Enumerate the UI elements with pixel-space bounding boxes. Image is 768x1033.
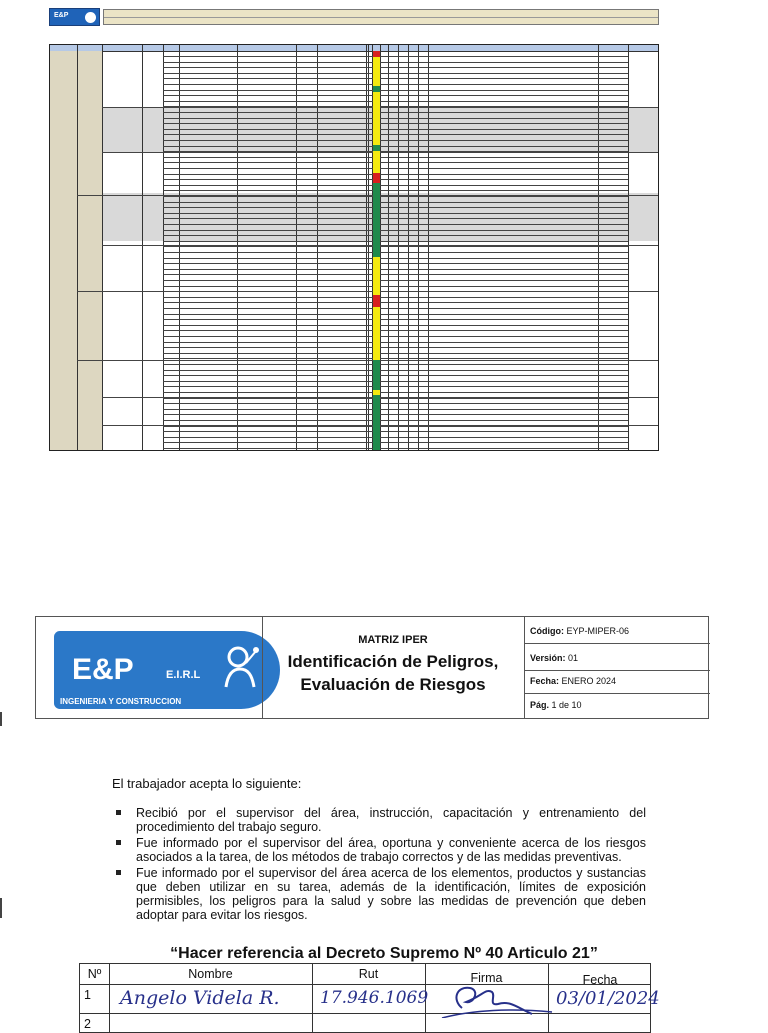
- matrix-row-line: [163, 448, 628, 449]
- meta-version-value: 01: [568, 653, 579, 663]
- matrix-row-line: [163, 213, 628, 214]
- meta-page: [524, 693, 710, 718]
- acceptance-item: [112, 806, 646, 834]
- matrix-row-line: [163, 398, 628, 399]
- meta-version-label: Versión:: [530, 653, 566, 663]
- matrix-row-line: [163, 347, 628, 348]
- matrix-row-line: [163, 151, 628, 152]
- matrix-title-bar: [103, 9, 659, 25]
- matrix-row-line: [163, 442, 628, 443]
- document-kicker: MATRIZ IPER: [358, 634, 428, 646]
- matrix-row-line: [163, 437, 628, 438]
- matrix-row-line: [163, 134, 628, 135]
- matrix-row-line: [163, 218, 628, 219]
- matrix-row-line: [163, 403, 628, 404]
- risk-level-cell: [373, 257, 380, 295]
- matrix-row-line: [163, 78, 628, 79]
- margin-mark: [0, 898, 2, 918]
- matrix-row-line: [163, 190, 628, 191]
- matrix-row-line: [163, 62, 628, 63]
- matrix-row-line: [163, 381, 628, 382]
- meta-date-value: ENERO 2024: [561, 676, 617, 686]
- matrix-row-line: [163, 258, 628, 259]
- matrix-row-line: [163, 426, 628, 427]
- matrix-row-line: [163, 409, 628, 410]
- column-header-rut: Rut: [358, 967, 379, 981]
- matrix-row-line: [163, 314, 628, 315]
- risk-level-cell: [373, 173, 380, 183]
- matrix-page-header: [49, 8, 659, 26]
- row-number: 1: [84, 988, 91, 1002]
- matrix-column-line: [102, 45, 103, 450]
- matrix-row-line: [163, 325, 628, 326]
- welder-emblem-icon: [85, 12, 96, 23]
- matrix-row-line: [163, 291, 628, 292]
- acceptance-item-text: Recibió por el supervisor del área, instrucción, capacitación y entrenamiento del procedimiento del trabajo seguro.: [136, 806, 646, 834]
- meta-code-value: EYP-MIPER-06: [566, 626, 630, 636]
- acceptance-list: [112, 806, 646, 924]
- table-row-divider: [80, 1013, 650, 1014]
- matrix-row-line: [163, 263, 628, 264]
- matrix-row-line: [163, 207, 628, 208]
- document-title-line-1: Identificación de Peligros,: [287, 652, 499, 671]
- matrix-row-line: [163, 280, 628, 281]
- matrix-row-line: [163, 286, 628, 287]
- matrix-row-line: [163, 353, 628, 354]
- matrix-column-line: [628, 45, 629, 450]
- risk-level-cell: [373, 151, 380, 173]
- document-title-line-2: Evaluación de Riesgos: [300, 675, 486, 694]
- matrix-activity-column: [77, 51, 102, 450]
- matrix-row-line: [163, 112, 628, 113]
- risk-level-cell: [373, 395, 380, 451]
- matrix-row-line: [163, 308, 628, 309]
- logo-suffix: E.I.R.L: [166, 669, 201, 681]
- iper-matrix-table: [49, 44, 659, 451]
- acceptance-item: [112, 866, 646, 922]
- matrix-row-line: [163, 185, 628, 186]
- matrix-column-line: [142, 45, 143, 450]
- acceptance-item-text: Fue informado por el supervisor del área acerca de los elementos, productos y sustancias que deben utilizar en su tarea, además de la identificación, límites de exposición permisibles, los peligros para la salud y sobre las medidas de prevención que deben adoptar para evitar los riesgos.: [136, 866, 646, 922]
- matrix-row-line: [163, 375, 628, 376]
- matrix-row-line: [163, 101, 628, 102]
- matrix-row-line: [163, 106, 628, 107]
- matrix-logo-text: E&P: [54, 12, 69, 19]
- acceptance-item: [112, 836, 646, 864]
- matrix-row-line: [163, 168, 628, 169]
- matrix-row-line: [163, 370, 628, 371]
- matrix-row-line: [163, 246, 628, 247]
- matrix-row-line: [163, 342, 628, 343]
- acceptance-intro: El trabajador acepta lo siguiente:: [112, 776, 302, 791]
- bullet-icon: [116, 870, 121, 875]
- handwritten-rut: 17.946.1069: [320, 988, 429, 1008]
- matrix-row-line: [163, 140, 628, 141]
- matrix-row-line: [163, 196, 628, 197]
- matrix-row-line: [163, 274, 628, 275]
- risk-level-cell: [373, 57, 380, 86]
- matrix-process-column: [50, 51, 77, 450]
- matrix-row-line: [163, 179, 628, 180]
- matrix-row-line: [163, 224, 628, 225]
- meta-version: [524, 646, 710, 671]
- matrix-logo: [49, 8, 100, 26]
- logo-brand: E&P: [72, 653, 134, 686]
- matrix-row-line: [163, 157, 628, 158]
- company-logo: [54, 631, 280, 709]
- matrix-row-line: [163, 252, 628, 253]
- margin-mark: [0, 712, 2, 726]
- matrix-row-line: [163, 241, 628, 242]
- handwritten-name: Angelo Videla R.: [120, 987, 280, 1009]
- matrix-row-line: [163, 146, 628, 147]
- matrix-row-line: [163, 118, 628, 119]
- matrix-row-line: [163, 431, 628, 432]
- risk-level-cell: [373, 295, 380, 307]
- signature-scribble: [422, 978, 562, 1018]
- column-header-date: Fecha: [582, 973, 618, 987]
- matrix-row-line: [163, 420, 628, 421]
- column-header-name: Nombre: [188, 967, 233, 981]
- matrix-row-line: [163, 336, 628, 337]
- row-number: 2: [84, 1017, 91, 1031]
- welder-emblem-icon: [218, 643, 260, 689]
- handwritten-date: 03/01/2024: [556, 988, 660, 1009]
- document-title: [262, 650, 524, 696]
- matrix-column-line: [77, 45, 78, 450]
- bullet-icon: [116, 810, 121, 815]
- matrix-row-line: [163, 269, 628, 270]
- matrix-row-line: [163, 95, 628, 96]
- matrix-row-line: [163, 392, 628, 393]
- column-header-number: Nº: [87, 967, 102, 981]
- matrix-row-line: [163, 364, 628, 365]
- matrix-block-line: [77, 360, 659, 361]
- acceptance-item-text: Fue informado por el supervisor del área, oportuna y conveniente acerca de los riesgos asociados a la tarea, de los métodos de trabajo correctos y de las medidas preventivas.: [136, 836, 646, 864]
- risk-level-cell: [373, 307, 380, 360]
- logo-tagline: INGENIERIA Y CONSTRUCCION: [60, 697, 182, 706]
- bullet-icon: [116, 840, 121, 845]
- matrix-row-line: [163, 73, 628, 74]
- matrix-row-line: [163, 297, 628, 298]
- matrix-row-line: [163, 162, 628, 163]
- matrix-row-line: [163, 67, 628, 68]
- column-header-signature: Firma: [470, 971, 503, 985]
- matrix-row-line: [163, 386, 628, 387]
- matrix-row-line: [163, 330, 628, 331]
- meta-code-label: Código:: [530, 626, 564, 636]
- document-header: [35, 616, 709, 719]
- matrix-row-line: [163, 174, 628, 175]
- meta-date: [524, 669, 710, 694]
- meta-date-label: Fecha:: [530, 676, 560, 686]
- meta-page-label: Pág.: [530, 700, 550, 710]
- decree-reference: “Hacer referencia al Decreto Supremo Nº 40 Articulo 21”: [170, 945, 598, 962]
- matrix-row-line: [163, 90, 628, 91]
- matrix-row-line: [163, 56, 628, 57]
- matrix-row-line: [163, 235, 628, 236]
- risk-level-cell: [373, 360, 380, 390]
- matrix-row-line: [163, 202, 628, 203]
- matrix-row-line: [163, 129, 628, 130]
- matrix-row-line: [163, 84, 628, 85]
- matrix-row-line: [163, 123, 628, 124]
- risk-level-cell: [373, 92, 380, 145]
- meta-page-value: 1 de 10: [551, 700, 582, 710]
- risk-level-cell: [373, 183, 380, 257]
- signature-table: [79, 963, 660, 1033]
- matrix-row-line: [163, 319, 628, 320]
- matrix-row-line: [163, 230, 628, 231]
- matrix-row-line: [163, 358, 628, 359]
- meta-code: [524, 619, 710, 644]
- matrix-row-line: [163, 414, 628, 415]
- matrix-row-line: [163, 302, 628, 303]
